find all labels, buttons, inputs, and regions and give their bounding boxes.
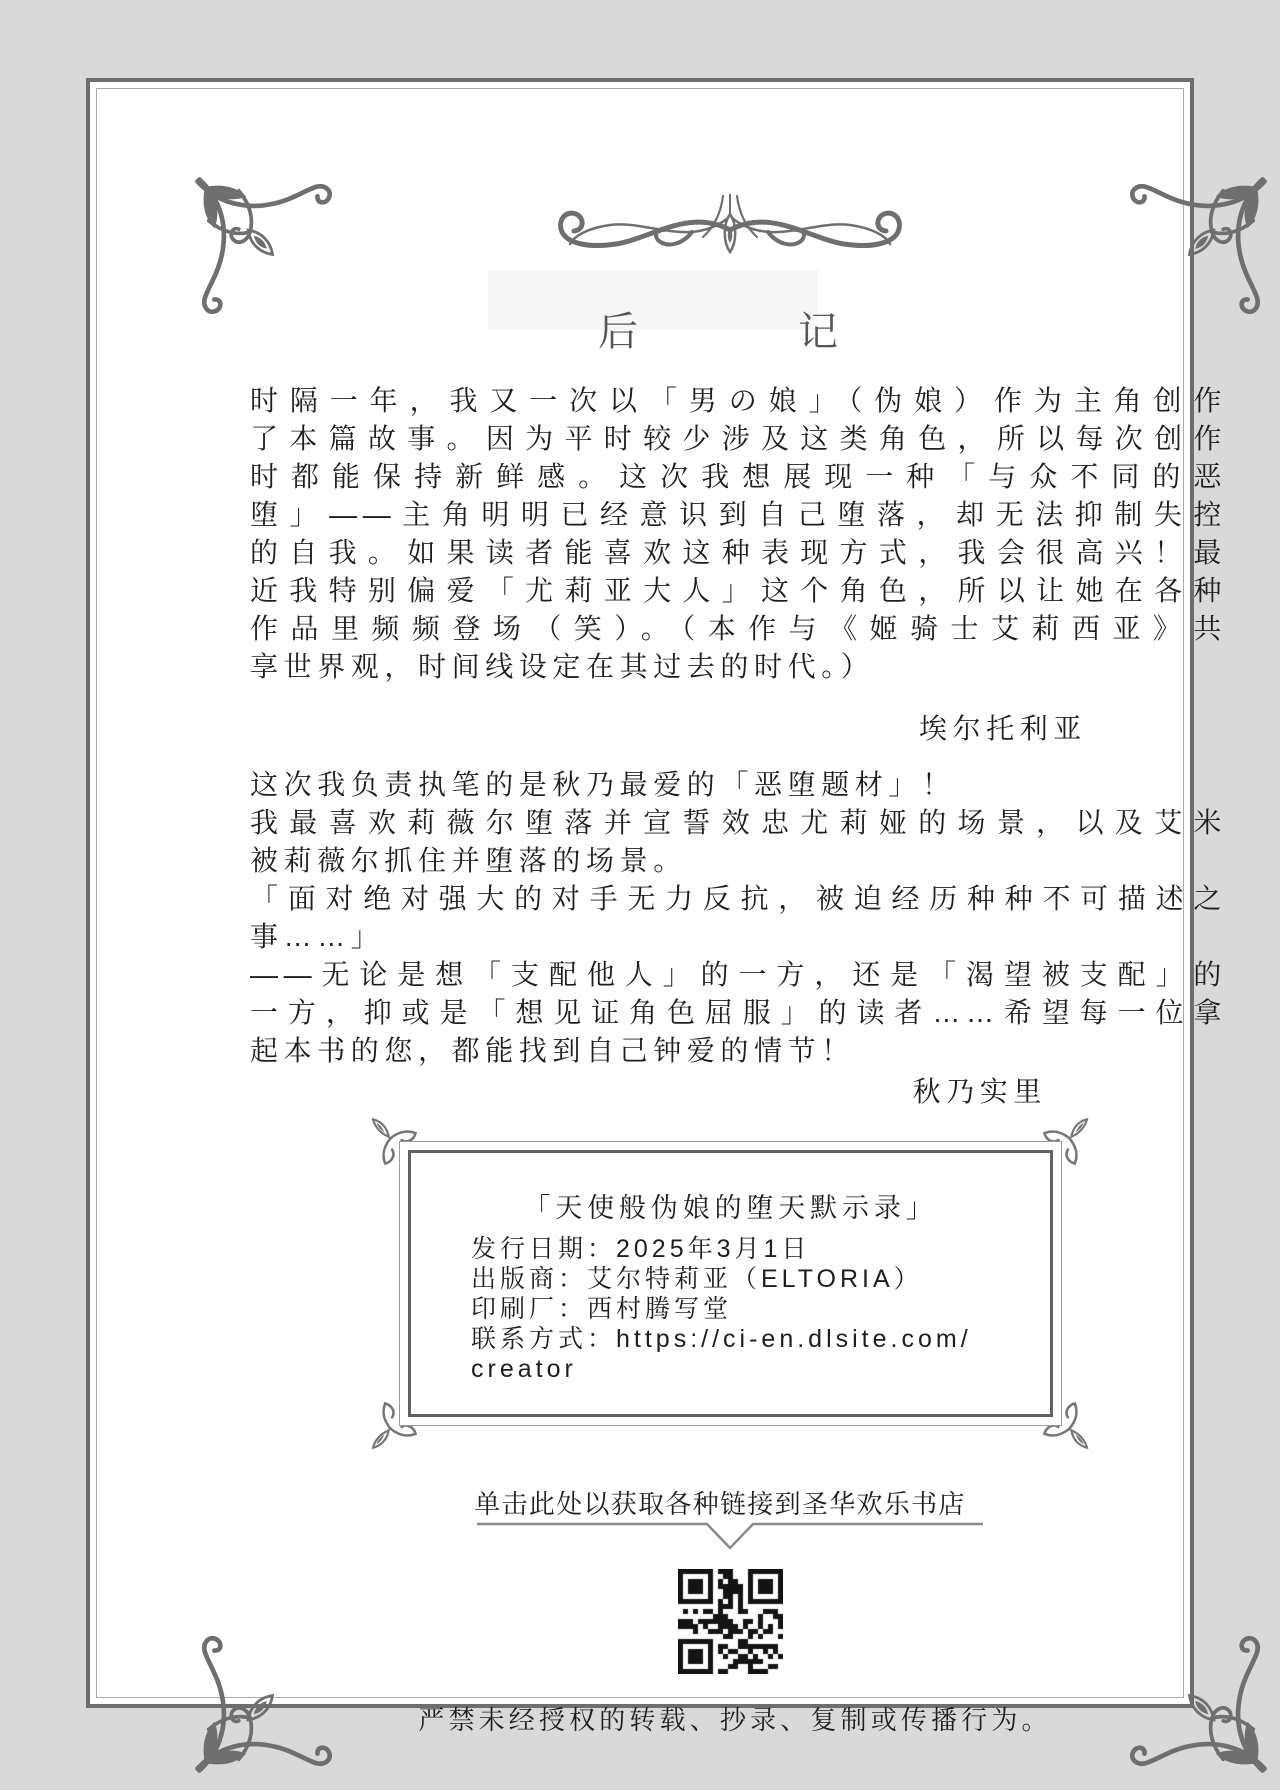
- colophon-printer: 印刷厂：西村腾写堂: [471, 1295, 733, 1323]
- qr-code: [678, 1569, 783, 1674]
- signature-akino: 秋乃实里: [912, 1076, 1047, 1107]
- text-line: 了本篇故事。因为平时较少涉及这类角色，所以每次创作: [250, 423, 1227, 454]
- colophon-contact-url: 联系方式：https://ci-en.dlsite.com/: [471, 1325, 972, 1353]
- text-line: ——无论是想「支配他人」的一方，还是「渴望被支配」的: [250, 959, 1227, 990]
- text-line: 我最喜欢莉薇尔堕落并宣誓效忠尤莉娅的场景，以及艾米: [250, 807, 1227, 838]
- text-line: 被莉薇尔抓住并堕落的场景。: [250, 845, 687, 876]
- text-line: 时都能保持新鲜感。这次我想展现一种「与众不同的恶: [250, 461, 1227, 492]
- page-title: 后 记: [598, 310, 838, 354]
- text-line: 时隔一年，我又一次以「男の娘」（伪娘）作为主角创作: [250, 385, 1227, 416]
- text-line: 事……」: [250, 921, 385, 952]
- text-line: 近我特别偏爱「尤莉亚大人」这个角色，所以让她在各种: [250, 575, 1227, 606]
- corner-flourish-icon: [1122, 172, 1272, 322]
- colophon-release-date: 发行日期：2025年3月1日: [471, 1235, 811, 1263]
- text-line: 作品里频频登场（笑）。（本作与《姬骑士艾莉西亚》共: [250, 613, 1227, 644]
- colophon-box: [399, 1141, 1062, 1426]
- corner-flourish-icon: [190, 172, 340, 322]
- store-link-text[interactable]: 单击此处以获取各种链接到圣华欢乐书店: [474, 1489, 966, 1519]
- content-panel: [86, 78, 1227, 1735]
- copyright-notice: 严禁未经授权的转载、抄录、复制或传播行为。: [418, 1705, 1052, 1735]
- afterword-paragraph-1: [250, 382, 1227, 686]
- text-line: 一方，抑或是「想见证角色屈服」的读者……希望每一位拿: [250, 997, 1227, 1028]
- text-line: 这次我负责执笔的是秋乃最爱的「恶堕题材」！: [250, 769, 956, 800]
- text-line: 「面对绝对强大的对手无力反抗，被迫经历种种不可描述之: [250, 883, 1227, 914]
- signature-eltoria: 埃尔托利亚: [918, 713, 1087, 744]
- text-line: 的自我。如果读者能喜欢这种表现方式，我会很高兴！最: [250, 537, 1227, 568]
- afterword-paragraph-2: [250, 766, 1227, 1070]
- colophon-book-title: 「天使般伪娘的堕天默示录」: [523, 1193, 938, 1223]
- text-line: 堕」——主角明明已经意识到自己堕落，却无法抑制失控: [250, 499, 1227, 530]
- text-line: 起本书的您，都能找到自己钟爱的情节！: [250, 1035, 855, 1066]
- colophon-publisher: 出版商：艾尔特莉亚（ELTORIA）: [471, 1265, 923, 1293]
- pointer-underline-icon: [475, 1522, 985, 1552]
- text-line: 享世界观，时间线设定在其过去的时代。）: [250, 651, 875, 682]
- divider-flourish-icon: [540, 190, 920, 274]
- colophon-contact-url-2: creator: [471, 1355, 577, 1383]
- colophon-details: [471, 1234, 1011, 1384]
